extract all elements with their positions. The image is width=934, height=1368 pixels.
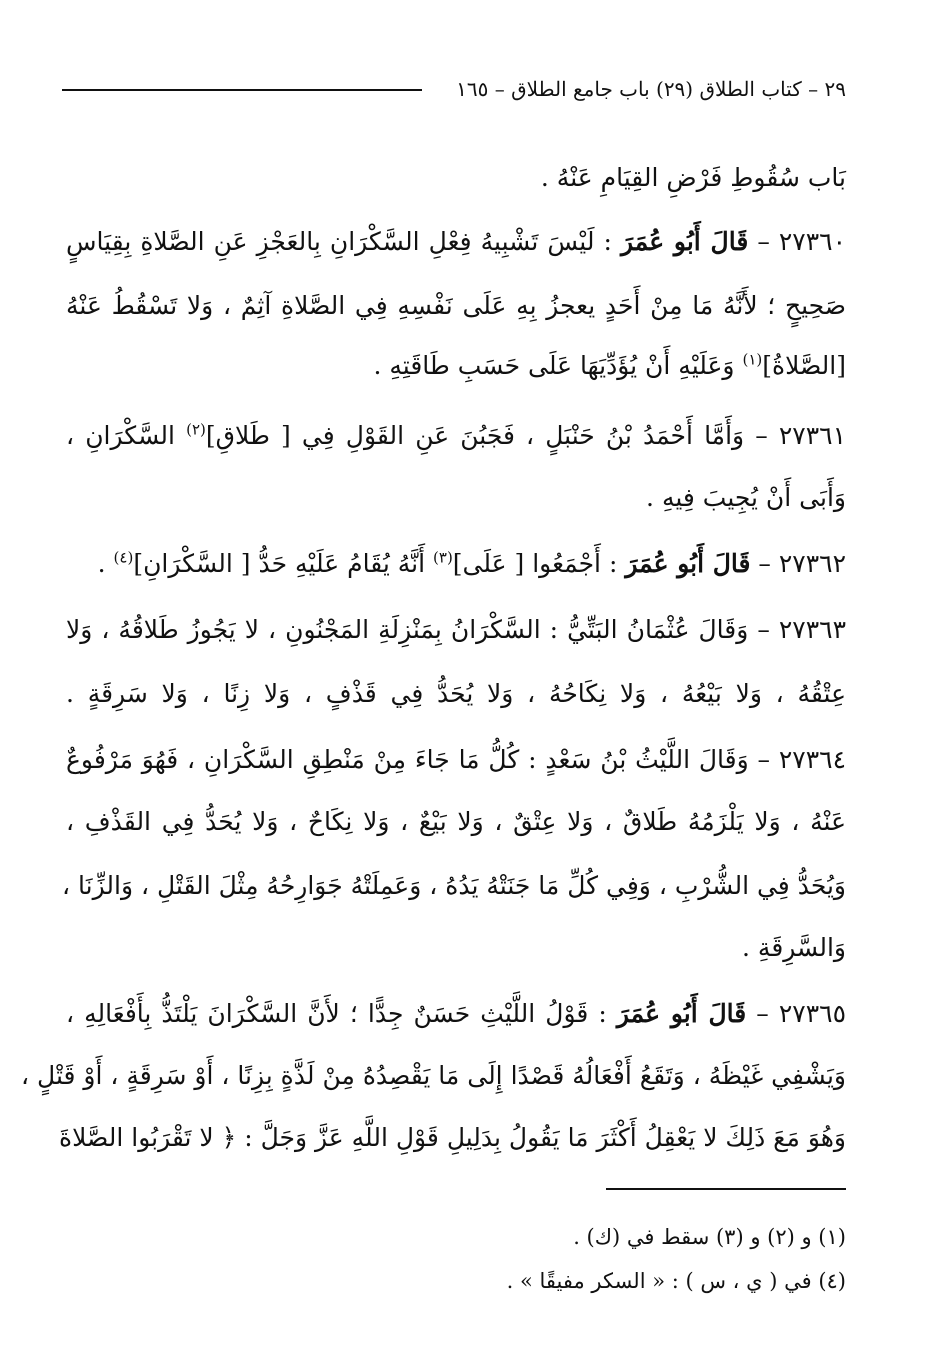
paragraph-27360-line-1: ٢٧٣٦٠ – قَالَ أَبُو عُمَرَ : لَيْسَ تَشْبِيهُ فِعْلِ السَّكْرَانِ بِالعَجْزِ عَنِ الصَّلاةِ بِقِيَاسٍ [66,227,847,256]
paragraph-27363-line-2: عِتْقُهُ ، وَلا بَيْعُهُ ، وَلا نِكَاحُهُ ، وَلا يُحَدُّ فِي قَذْفٍ ، وَلا زِنًا ، وَلا سَرِقَةٍ . [66,679,846,708]
paragraph-27364-line-1: ٢٧٣٦٤ – وَقَالَ اللَّيْثُ بْنُ سَعْدٍ : كُلُّ مَا جَاءَ مِنْ مَنْطِقِ السَّكْرَانِ ، فَهُوَ مَرْفُوعٌ [66,745,846,774]
footnote-ref: (٣) [433,548,453,567]
paragraph-27362: ٢٧٣٦٢ – قَالَ أَبُو عُمَرَ : أَجْمَعُوا [ عَلَى]$^{(٣)}$ أَنَّهُ يُقَامُ عَلَيْهِ حَدُّ [ السَّكْرَانِ]$^{(٤)}$ . [97,548,846,578]
paragraph-number: ٢٧٣٦٢ [778,549,846,578]
paragraph-27363-line-1: ٢٧٣٦٣ – وَقَالَ عُثْمَانُ البَتِّيُّ : السَّكْرَانُ بِمَنْزِلَةِ المَجْنُونِ ، لا يَجُوزُ طَلاقُهُ ، وَلا [66,615,847,644]
running-header [62,74,846,104]
header-rule [62,89,422,91]
footnote-ref: (١) [742,350,763,369]
header-title: ٢٩ – كتاب الطلاق (٢٩) باب جامع الطلاق – ١٦٥ [456,77,846,101]
paragraph-27361-line-2: وَأَبَى أَنْ يُجِيبَ فِيهِ . [646,483,846,512]
paragraph-27365-line-3: وَهُوَ مَعَ ذَلِكَ لا يَعْقِلُ أَكْثَرَ مَا يَقُولُ بِدَلِيلِ قَوْلِ اللَّهِ عَزَّ وَجَلَّ : ﴿ لا تَقْرَبُوا الصَّلاةَ [59,1123,846,1152]
footnote-ref: (٤) [113,548,134,567]
paragraph-27360-line-3: [الصَّلاةُ]$^{(١)}$ وَعَلَيْهِ أَنْ يُؤَدِّيَهَا عَلَى حَسَبِ طَاقَتِهِ . [373,350,846,380]
paragraph-27364-line-3: وَيُحَدُّ فِي الشُّرْبِ ، وَفِي كُلِّ مَا جَنَتْهُ يَدُهُ ، وَعَمِلَتْهُ جَوَارِحُهُ مِثْلَ القَتْلِ ، وَالزِّنَا ، [62,871,846,900]
speaker: قَالَ أَبُو عُمَرَ [620,227,749,256]
paragraph-27364-line-2: عَنْهُ ، وَلا يَلْزَمُهُ طَلاقٌ ، وَلا عِتْقٌ ، وَلا بَيْعٌ ، وَلا نِكَاحٌ ، وَلا يُحَدُّ فِي القَذْفِ ، [66,807,846,836]
footnote-1: (١) و (٢) و (٣) سقط في (ك) . [573,1225,846,1249]
paragraph-number: ٢٧٣٦٥ [778,999,846,1028]
paragraph-27365-line-1: ٢٧٣٦٥ – قَالَ أَبُو عُمَرَ : قَوْلُ اللَّيْثِ حَسَنٌ جِدًّا ؛ لأَنَّ السَّكْرَانَ يَلْتَذُّ بِأَفْعَالِهِ ، [66,999,846,1028]
section-title: بَاب سُقُوطِ فَرْضِ القِيَامِ عَنْهُ . [540,163,846,192]
paragraph-number: ٢٧٣٦٠ [778,227,847,256]
paragraph-27364-line-4: وَالسَّرِقَةِ . [742,933,846,962]
footnote-2: (٤) في ( ي ، س ) : « السكر مفيقًا » . [506,1269,846,1293]
footnote-rule [606,1188,846,1190]
speaker: قَالَ أَبُو عُمَرَ [625,549,751,578]
footnote-ref: (٢) [186,420,206,439]
paragraph-27361-line-1: ٢٧٣٦١ – وَأَمَّا أَحْمَدُ بْنُ حَنْبَلٍ ، فَجَبُنَ عَنِ القَوْلِ فِي [ طَلاقِ]$^{(٢)}$ السَّكْرَانِ ، [66,420,847,450]
paragraph-number: ٢٧٣٦١ [778,421,847,450]
paragraph-number: ٢٧٣٦٣ [778,615,847,644]
speaker: قَالَ أَبُو عُمَرَ [616,999,747,1028]
paragraph-27365-line-2: وَيَشْفِي غَيْظَهُ ، وَتَقَعُ أَفْعَالُهُ قَصْدًا إِلَى مَا يَقْصِدُهُ مِنْ لَذَّةٍ بِزِنًا ، أَوْ سَرِقَةٍ ، أَوْ قَتْلٍ ، [21,1061,846,1090]
paragraph-number: ٢٧٣٦٤ [778,745,846,774]
paragraph-27360-line-2: صَحِيحٍ ؛ لأَنَّهُ مَا مِنْ أَحَدٍ يعجزُ بِهِ عَلَى نَفْسِهِ فِي الصَّلاةِ آثِمٌ ، وَلا تَسْقُطُ عَنْهُ [66,291,846,320]
